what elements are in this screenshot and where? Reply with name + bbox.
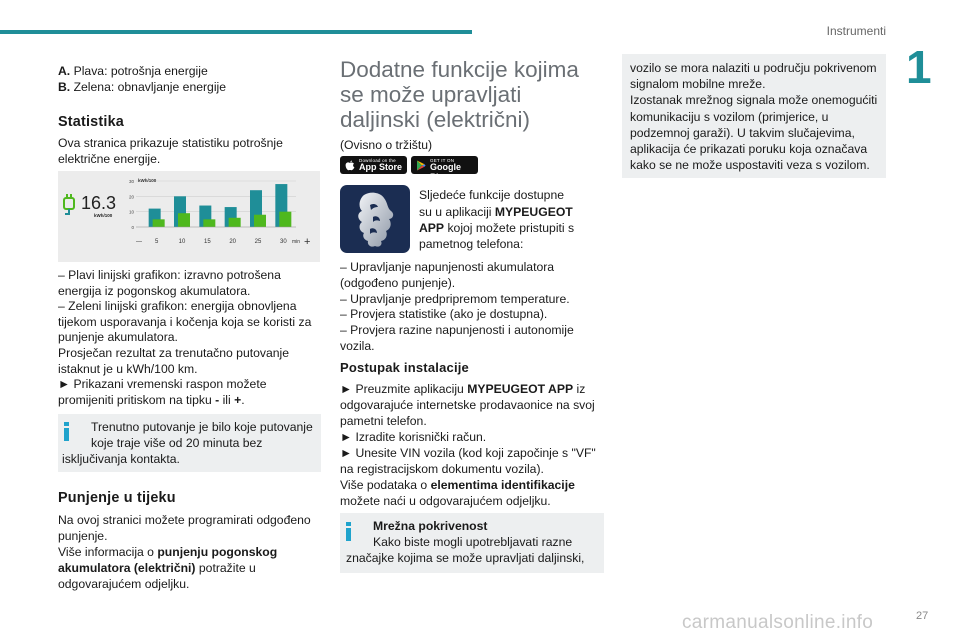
section-title: Instrumenti [826, 24, 886, 38]
statistics-text-line: Ova stranica prikazuje statistiku potrošnje [58, 136, 283, 150]
remote-functions-title-line: se može upravljati [340, 82, 522, 107]
legend-item-a: A. Plava: potrošnja energije [58, 64, 208, 78]
consumption-readout: 16.3 [81, 193, 117, 213]
apple-icon [345, 160, 355, 171]
x-tick-label: 30 [279, 239, 287, 245]
text-line: energija iz pogonskog akumulatora. [58, 283, 251, 298]
bar-regeneration [178, 213, 190, 227]
header-accent-bar [0, 30, 472, 34]
bar-regeneration [254, 215, 266, 227]
statistics-text-line: električne energije. [58, 152, 161, 166]
x-axis-unit: min [292, 239, 301, 245]
app-store-badge[interactable]: Download on the App Store [340, 156, 407, 174]
install-heading: Postupak instalacije [340, 360, 469, 375]
peugeot-lion-icon [340, 185, 410, 253]
info-note-current-trip [58, 414, 321, 472]
text-line: – Plavi linijski grafikon: izravno potrošena [58, 268, 281, 282]
info-icon [344, 522, 352, 541]
text-line: odgovarajuće internetske prodavaonice na svoj [340, 398, 595, 412]
consumption-readout-unit: kWh/100 [94, 213, 113, 218]
google-play-badge[interactable]: GET IT ON Google Play [411, 156, 478, 174]
x-tick-label: 15 [203, 239, 211, 245]
chapter-number: 1 [906, 41, 932, 93]
y-tick-label: 10 [128, 209, 134, 215]
y-axis-unit: kWh/100 [138, 178, 157, 183]
info-icon [62, 422, 70, 441]
remote-functions-title-line: daljinski (električni) [340, 107, 531, 132]
x-tick-label: 5 [154, 239, 159, 245]
bar-regeneration [153, 219, 165, 227]
text-line: vozilo se mora nalaziti u području pokrivenom [630, 61, 877, 75]
charging-text-line: akumulatora (električni) potražite u [58, 561, 256, 575]
text-line: ► Izradite korisnički račun. [340, 430, 487, 444]
text-line: na registracijskom dokumentu vozila). [340, 462, 544, 476]
install-step-line: ► Preuzmite aplikaciju MYPEUGEOT APP iz [340, 382, 586, 396]
app-functions-line: pametnog telefona: [419, 237, 524, 251]
range-change-line: promijeniti pritiskom na tipku - ili +. [58, 393, 245, 407]
note-line: Trenutno putovanje je bilo koje putovanje [91, 420, 313, 434]
text-line: Prosječan rezultat za trenutačno putovanje [58, 346, 290, 360]
market-note: (Ovisno o tržištu) [340, 138, 433, 152]
text-line: podzemnoj garaži). U takvim slučajevima, [630, 125, 855, 140]
charging-plug-icon [61, 194, 77, 216]
text-line: ► Prikazani vremenski raspon možete [58, 377, 267, 392]
y-tick-label: 0 [131, 225, 134, 230]
text-line: kako se ne može uspostaviti veza s vozilom. [630, 158, 870, 173]
x-tick-label: 20 [229, 239, 237, 245]
app-functions-line: Sljedeće funkcije dostupne [419, 188, 564, 202]
install-step-line: možete naći u odgovarajućem odjeljku. [340, 494, 551, 508]
text-line: – Provjera statistike (ako je dostupna). [340, 307, 548, 322]
text-line: tijekom usporavanja i kočenja koja se koristi za [58, 314, 312, 329]
text-line: vozila. [340, 339, 375, 353]
x-tick-label: 10 [178, 239, 186, 245]
bar-regeneration [203, 219, 215, 227]
text-line: – Upravljanje predpripremom temperature. [340, 291, 570, 306]
bar-regeneration [229, 218, 241, 227]
zoom-in-button: + [304, 236, 311, 248]
text-line: signalom mobilne mreže. [630, 77, 766, 92]
text-line: Izostanak mrežnog signala može onemogućiti [630, 93, 878, 108]
statistics-heading: Statistika [58, 114, 124, 130]
text-line: istaknut je u kWh/100 km. [58, 361, 198, 376]
charging-text-line: Više informacija o punjenju pogonskog [58, 545, 278, 559]
note-line: isključivanja kontakta. [62, 452, 180, 466]
text-line: komunikaciju s vozilom (primjerice, u [630, 109, 829, 124]
zoom-out-button: — [136, 239, 142, 245]
note-line: koje traje više od 20 minuta bez [91, 436, 263, 450]
footer-watermark: carmanualsonline.info [682, 612, 874, 633]
text-line: pametni telefon. [340, 414, 427, 428]
text-line: aplikacija će prikazati poruku koja označava [630, 142, 868, 156]
y-tick-label: 30 [128, 179, 134, 184]
text-line: ► Unesite VIN vozila (kod koji započinje s "VF" [340, 446, 596, 460]
note-line: Kako biste mogli upotrebljavati razne [373, 535, 573, 549]
note-heading: Mrežna pokrivenost [373, 519, 488, 533]
remote-functions-title-line: Dodatne funkcije kojima [340, 57, 579, 82]
install-step-line: Više podataka o elementima identifikacije [340, 478, 575, 492]
app-functions-line: APP kojoj možete pristupiti s [419, 221, 575, 235]
info-note-network-continued [622, 54, 886, 178]
text-line: (odgođeno punjenje). [340, 275, 456, 290]
note-line: značajke kojima se može upravljati daljinski, [346, 551, 585, 565]
statistics-chart [58, 171, 320, 262]
charging-text-line: punjenje. [58, 529, 108, 543]
google-play-icon [416, 160, 426, 171]
consumption-bar-chart [126, 177, 318, 259]
app-functions-line: su u aplikaciji MYPEUGEOT [419, 205, 573, 219]
text-line: – Zeleni linijski grafikon: energija obnovljena [58, 299, 297, 314]
x-tick-label: 25 [254, 239, 262, 245]
text-line: – Provjera razine napunjenosti i autonomije [340, 323, 574, 338]
info-note-network [340, 513, 604, 573]
page-number: 27 [916, 610, 929, 622]
peugeot-app-icon [340, 185, 410, 253]
charging-text-line: Na ovoj stranici možete programirati odgođeno [58, 513, 311, 527]
text-line: punjenje akumulatora. [58, 330, 178, 345]
bar-regeneration [279, 212, 291, 227]
charging-heading: Punjenje u tijeku [58, 490, 176, 506]
charging-text-line: odgovarajućem odjeljku. [58, 577, 190, 591]
text-line: – Upravljanje napunjenosti akumulatora [340, 260, 555, 274]
legend-item-b: B. Zelena: obnavljanje energije [58, 80, 227, 94]
y-tick-label: 20 [128, 194, 134, 200]
